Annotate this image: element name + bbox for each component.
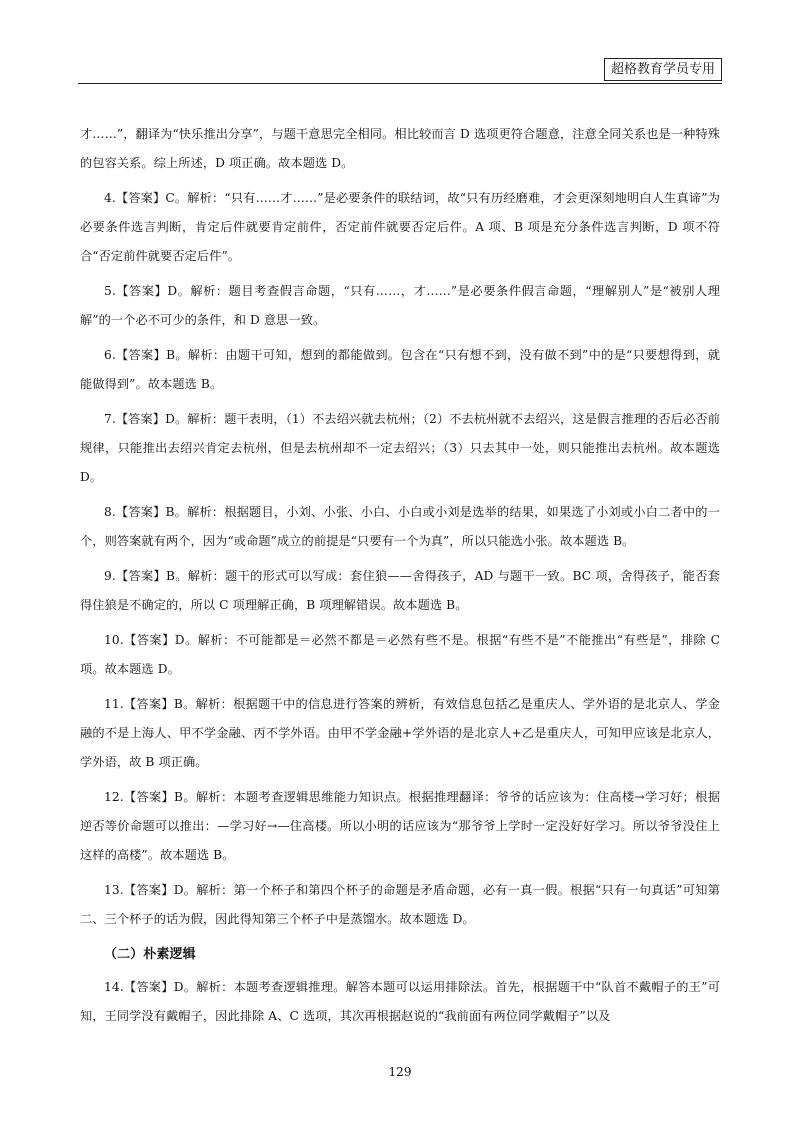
answer-explanations xyxy=(80,120,720,1037)
page-number: 129 xyxy=(388,1065,412,1079)
answer-item-8: 8.【答案】B。解析：根据题目，小刘、小张、小白、小白或小刘是选举的结果，如果选了小刘或小白二者中的一个，则答案就有两个，因为“或命题”成立的前提是“只要有一个为真”，所以只能选小张。故本题选 B。 xyxy=(80,505,720,548)
answer-item-9: 9.【答案】B。解析：题干的形式可以写成：套住狼——舍得孩子，AD 与题干一致。BC 项，舍得孩子，能否套得住狼是不确定的，所以 C 项理解正确，B 项理解错误。故本题选 B。 xyxy=(80,569,720,612)
header-label: 超格教育学员专用 xyxy=(604,58,722,81)
answer-item-5: 5.【答案】D。解析：题目考查假言命题，“只有……，才……”是必要条件假言命题，“理解别人”是“被别人理解”的一个必不可少的条件，和 D 意思一致。 xyxy=(80,284,720,327)
header-divider xyxy=(78,83,722,84)
answer-item-4: 4.【答案】C。解析：“只有……才……”是必要条件的联结词，故“只有历经磨难，才会更深刻地明白人生真谛”为必要条件选言判断，肯定后件就要肯定前件，否定前件就要否定后件。A 项、B 项是充分条件选言判断，D 项不符合“否定前件就要否定后件”。 xyxy=(80,191,720,263)
answer-item-14: 14.【答案】D。解析：本题考查逻辑推理。解答本题可以运用排除法。首先，根据题干中“队首不戴帽子的王”可知，王同学没有戴帽子，因此排除 A、C 选项，其次再根据赵说的“我前面有两位同学戴帽子”以及 xyxy=(80,980,720,1023)
answer-item-13: 13.【答案】D。解析：第一个杯子和第四个杯子的命题是矛盾命题，必有一真一假。根据“只有一句真话”可知第二、三个杯子的话为假，因此得知第三个杯子中是蒸馏水。故本题选 D。 xyxy=(80,883,720,926)
continuation-paragraph: 才……”，翻译为“快乐推出分享”，与题干意思完全相同。相比较而言 D 选项更符合题意，注意全同关系也是一种特殊的包容关系。综上所述，D 项正确。故本题选 D。 xyxy=(80,127,720,170)
answer-item-7: 7.【答案】D。解析：题干表明，（1）不去绍兴就去杭州；（2）不去杭州就不去绍兴，这是假言推理的否后必否前规律，只能推出去绍兴肯定去杭州，但是去杭州却不一定去绍兴；（3）只去其中一处，则只能推出去杭州。故本题选 D。 xyxy=(80,412,720,484)
answer-item-12: 12.【答案】B。解析：本题考查逻辑思维能力知识点。根据推理翻译：爷爷的话应该为：住高楼→学习好；根据逆否等价命题可以推出：—学习好→—住高楼。所以小明的话应该为“那爷爷上学时一定没好好学习。所以爷爷没住上这样的高楼”。故本题选 B。 xyxy=(80,790,720,862)
answer-item-6: 6.【答案】B。解析：由题干可知，想到的都能做到。包含在“只有想不到，没有做不到”中的是“只要想得到，就能做得到”。故本题选 B。 xyxy=(80,348,720,391)
answer-item-10: 10.【答案】D。解析：不可能都是＝必然不都是＝必然有些不是。根据“有些不是”不能推出“有些是”，排除 C 项。故本题选 D。 xyxy=(80,633,720,676)
section-heading: （二）朴素逻辑 xyxy=(104,947,196,962)
answer-item-11: 11.【答案】B。解析：根据题干中的信息进行答案的辨析，有效信息包括乙是重庆人、学外语的是北京人、学金融的不是上海人、甲不学金融、丙不学外语。由甲不学金融+学外语的是北京人+乙是重庆人，可知甲应该是北京人，学外语，故 B 项正确。 xyxy=(80,697,720,769)
